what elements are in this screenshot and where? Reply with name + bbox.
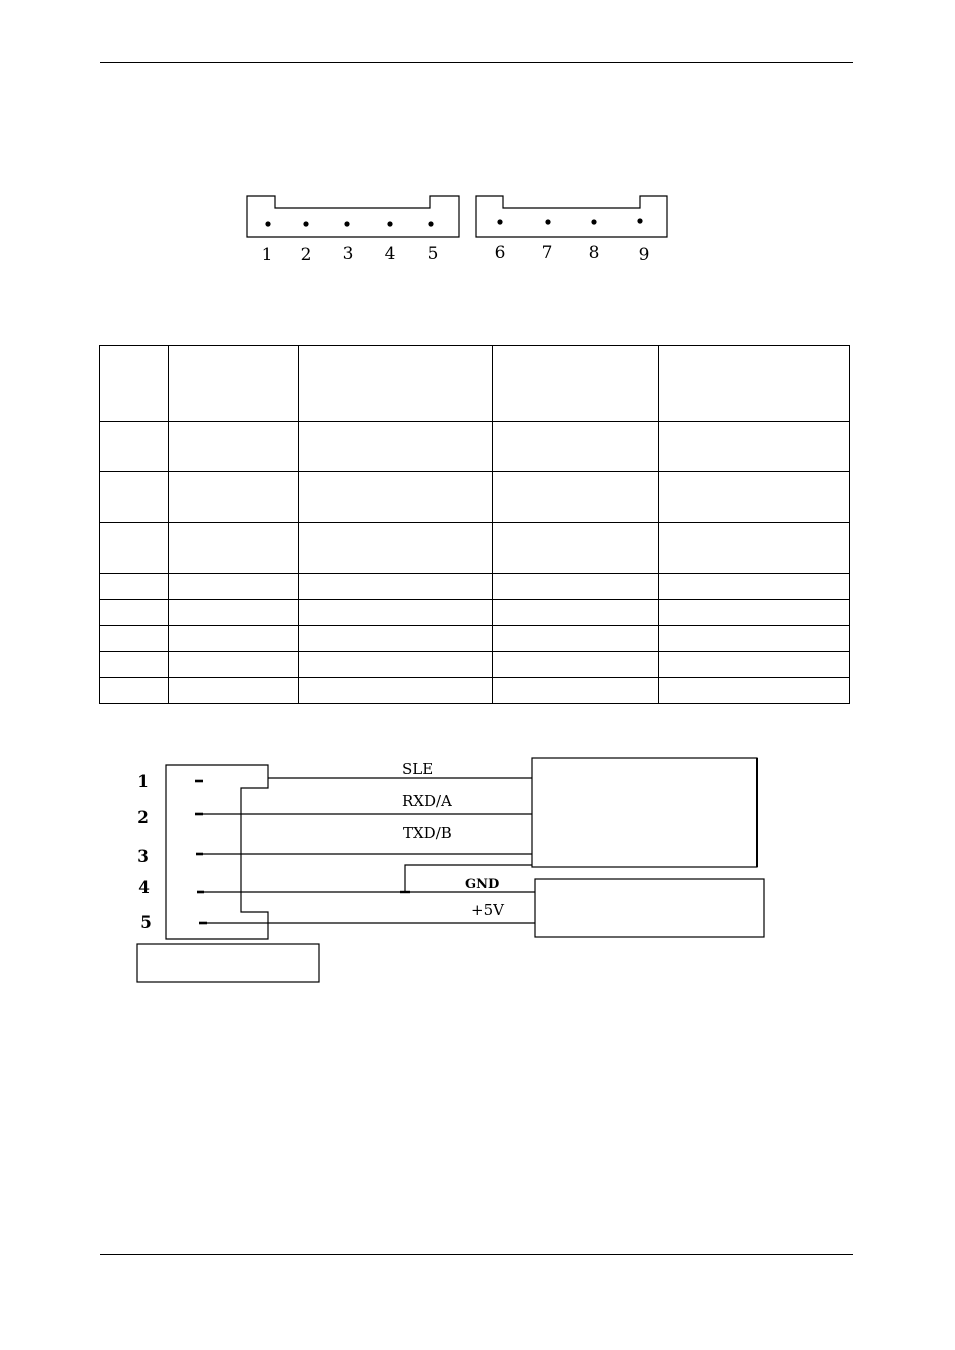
- table-row: [100, 523, 850, 574]
- pin-label: 7: [541, 243, 553, 263]
- table-cell: [493, 652, 659, 678]
- table-cell: [493, 574, 659, 600]
- table-cell: [169, 600, 299, 626]
- table-cell: [169, 678, 299, 704]
- pin-label: 5: [427, 244, 439, 264]
- table-cell: [100, 346, 169, 422]
- wiring-connector-outline: [166, 765, 268, 939]
- table-cell: [100, 652, 169, 678]
- wiring-pin-number: 3: [137, 847, 149, 867]
- table-cell: [659, 472, 850, 523]
- table-cell: [299, 652, 493, 678]
- table-cell: [493, 600, 659, 626]
- table-cell: [659, 678, 850, 704]
- table-cell: [299, 422, 493, 472]
- table-row: [100, 422, 850, 472]
- table-cell: [100, 472, 169, 523]
- device-box: [532, 758, 757, 867]
- wiring-pin-number: 2: [137, 808, 149, 828]
- wiring-diagram: [125, 750, 785, 990]
- table-cell: [299, 678, 493, 704]
- table-cell: [659, 346, 850, 422]
- pin-definition-table: [99, 345, 850, 704]
- pin-label: 2: [300, 245, 312, 265]
- pin-label: 1: [261, 245, 273, 265]
- table-row: [100, 472, 850, 523]
- pin-label: 8: [588, 243, 600, 263]
- table-cell: [100, 574, 169, 600]
- pin-label: 9: [638, 245, 650, 265]
- table-cell: [659, 652, 850, 678]
- table-row: [100, 574, 850, 600]
- wiring-pin-number: 4: [138, 878, 150, 898]
- table-cell: [169, 472, 299, 523]
- table-cell: [100, 626, 169, 652]
- table-cell: [299, 346, 493, 422]
- power-box: [535, 879, 764, 937]
- header-rule: [100, 62, 853, 63]
- table-cell: [169, 652, 299, 678]
- table-cell: [299, 600, 493, 626]
- pin-label: 4: [384, 244, 396, 264]
- table-cell: [169, 346, 299, 422]
- signal-label-txd: TXD/B: [403, 824, 452, 842]
- table-cell: [299, 523, 493, 574]
- table-cell: [169, 626, 299, 652]
- table-cell: [493, 678, 659, 704]
- connector-right-outline: [476, 196, 667, 237]
- table-cell: [100, 600, 169, 626]
- connector-pinout-diagram: [240, 190, 680, 270]
- pin-dots: [265, 218, 642, 226]
- signal-label-vcc: +5V: [471, 901, 504, 919]
- table-row: [100, 652, 850, 678]
- table-cell: [659, 626, 850, 652]
- table-cell: [169, 523, 299, 574]
- table-cell: [493, 422, 659, 472]
- table-cell: [100, 523, 169, 574]
- table-cell: [169, 574, 299, 600]
- table-row: [100, 626, 850, 652]
- signal-label-rxd: RXD/A: [402, 792, 452, 810]
- table-cell: [169, 422, 299, 472]
- wiring-pin-number: 1: [137, 772, 149, 792]
- connector-label-box: [137, 944, 319, 982]
- table-cell: [493, 472, 659, 523]
- connector-left-outline: [247, 196, 459, 237]
- wiring-pin-number: 5: [140, 913, 152, 933]
- signal-label-sle: SLE: [402, 760, 434, 778]
- table-cell: [659, 574, 850, 600]
- table-row: [100, 678, 850, 704]
- table-cell: [299, 472, 493, 523]
- table-cell: [659, 600, 850, 626]
- pin-label: 6: [494, 243, 506, 263]
- table-header-row: [100, 346, 850, 422]
- table-cell: [493, 523, 659, 574]
- pin-label: 3: [342, 244, 354, 264]
- wiring-pin-marks: [195, 781, 207, 923]
- table-cell: [299, 626, 493, 652]
- table-cell: [100, 422, 169, 472]
- footer-rule: [100, 1254, 853, 1255]
- table-cell: [100, 678, 169, 704]
- table-cell: [493, 626, 659, 652]
- table-cell: [493, 346, 659, 422]
- signal-label-gnd: GND: [465, 877, 500, 892]
- table-cell: [659, 523, 850, 574]
- table-cell: [299, 574, 493, 600]
- table-row: [100, 600, 850, 626]
- table-cell: [659, 422, 850, 472]
